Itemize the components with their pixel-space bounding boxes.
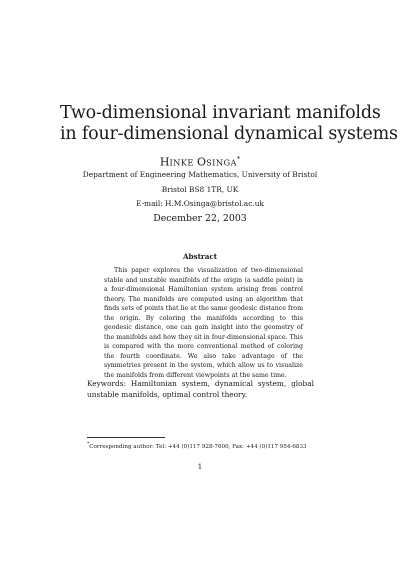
- paper-title: [60, 103, 398, 145]
- abstract-heading: Abstract: [182, 252, 218, 261]
- abstract-body: This paper explores the visualization of two-dimensional stable and unstable manifolds of the origin (a saddle point) in a four-dimensional Hamiltonian system arising from control theory. The manifolds are computed using an algorithm that finds sets of points that lie at the same geodesic distance from the origin. By coloring the manifolds according to this geodesic distance, one can gain insight into the geometry of the manifolds and how they sit in four-dimensional space. This is compared with the more conventional method of coloring the fourth coordinate. We also take advantage of the symmetries present in the system, which allow us to visualize the manifolds from different viewpoints at the same time.: [104, 267, 303, 380]
- author-name: [60, 153, 340, 169]
- affiliation-address: Bristol BS8 1TR, UK: [161, 184, 239, 194]
- footnote-mark: *: [87, 442, 90, 447]
- author-affiliation: [60, 168, 340, 212]
- page-number: 1: [197, 462, 203, 471]
- affiliation-email: E-mail: H.M.Osinga@bristol.ac.uk: [136, 199, 264, 208]
- title-line-1: Two-dimensional invariant manifolds: [60, 103, 381, 123]
- author-first-initial: H: [159, 155, 170, 169]
- keywords: Keywords: Hamiltonian system, dynamical system, global unstable manifolds, optimal control theory.: [87, 379, 314, 399]
- footnote-text: Corresponding author: Tel: +44 (0)117 928-7600, Fax: +44 (0)117 954-6833: [89, 443, 307, 450]
- author-last-rest: SINGA: [206, 157, 237, 168]
- author-footnote-mark: *: [236, 155, 241, 163]
- footnote-rule: [87, 437, 165, 438]
- author-first-rest: INKE: [169, 157, 194, 168]
- paper-date: December 22, 2003: [153, 213, 247, 224]
- author-last-initial: O: [197, 155, 207, 169]
- affiliation-department: Department of Engineering Mathematics, University of Bristol: [82, 170, 318, 179]
- title-line-2: in four-dimensional dynamical systems: [60, 124, 398, 144]
- footnote: [87, 441, 322, 451]
